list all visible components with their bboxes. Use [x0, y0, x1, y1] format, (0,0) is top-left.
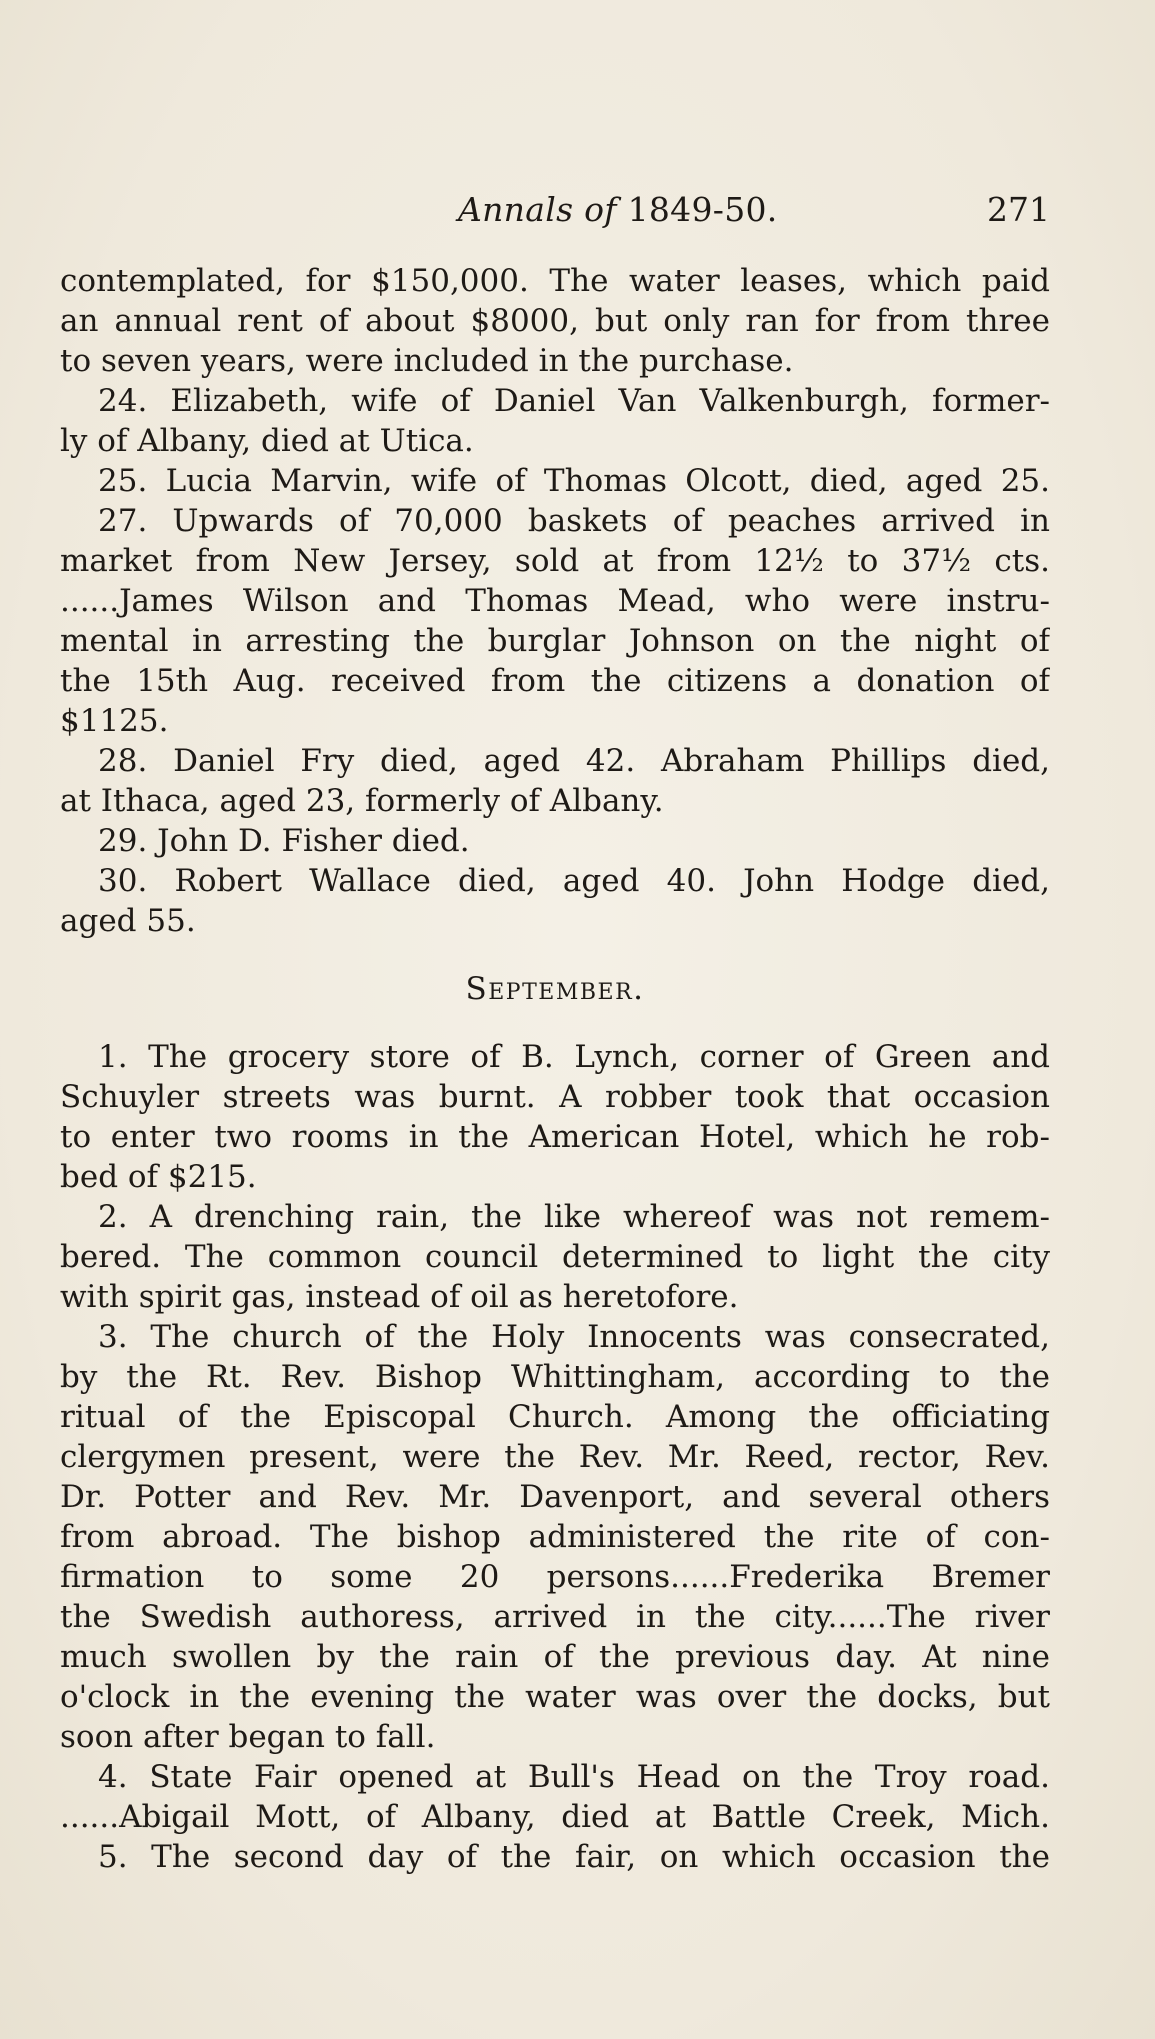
text-line: the Swedish authoress, arrived in the city......The river	[60, 1599, 1050, 1635]
text-line: market from New Jersey, sold at from 12½ to 37½ cts.	[60, 543, 1050, 579]
text-line: bered. The common council determined to light the city	[60, 1239, 1050, 1275]
text-line: the 15th Aug. received from the citizens a donation of	[60, 663, 1050, 699]
text-line: 5. The second day of the fair, on which occasion the	[98, 1839, 1050, 1875]
text-line: Schuyler streets was burnt. A robber took that occasion	[60, 1079, 1050, 1115]
text-line: 1. The grocery store of B. Lynch, corner of Green and	[98, 1039, 1050, 1075]
running-title	[458, 190, 778, 229]
running-title-italic: Annals of	[458, 190, 617, 229]
text-line: ......James Wilson and Thomas Mead, who were instru-	[60, 583, 1050, 619]
text-line: bed of $215.	[60, 1159, 257, 1195]
text-line: 2. A drenching rain, the like whereof was not remem-	[98, 1199, 1050, 1235]
text-line: ritual of the Episcopal Church. Among the officiating	[60, 1399, 1050, 1435]
text-line: 27. Upwards of 70,000 baskets of peaches arrived in	[98, 503, 1050, 539]
page-number: 271	[987, 190, 1050, 229]
text-line: at Ithaca, aged 23, formerly of Albany.	[60, 783, 664, 819]
text-line: clergymen present, were the Rev. Mr. Reed, rector, Rev.	[60, 1439, 1050, 1475]
text-line: to enter two rooms in the American Hotel, which he rob-	[60, 1119, 1050, 1155]
text-line: by the Rt. Rev. Bishop Whittingham, according to the	[60, 1359, 1050, 1395]
text-line: 24. Elizabeth, wife of Daniel Van Valkenburgh, former-	[98, 383, 1050, 419]
text-line: 28. Daniel Fry died, aged 42. Abraham Phillips died,	[98, 743, 1050, 779]
text-line: 29. John D. Fisher died.	[98, 823, 470, 859]
text-line: ......Abigail Mott, of Albany, died at Battle Creek, Mich.	[60, 1799, 1050, 1835]
text-line: contemplated, for $150,000. The water leases, which paid	[60, 263, 1050, 299]
text-line: much swollen by the rain of the previous day. At nine	[60, 1639, 1050, 1675]
text-line: soon after began to fall.	[60, 1719, 436, 1755]
section-heading: September.	[465, 971, 645, 1007]
text-line: with spirit gas, instead of oil as heretofore.	[60, 1279, 739, 1315]
text-line: to seven years, were included in the purchase.	[60, 343, 794, 379]
body-text	[60, 261, 1050, 1877]
text-line: 30. Robert Wallace died, aged 40. John Hodge died,	[98, 863, 1050, 899]
text-line: 4. State Fair opened at Bull's Head on the Troy road.	[98, 1759, 1050, 1795]
text-line: 3. The church of the Holy Innocents was consecrated,	[98, 1319, 1050, 1355]
text-line: an annual rent of about $8000, but only ran for from three	[60, 303, 1050, 339]
text-line: from abroad. The bishop administered the rite of con-	[60, 1519, 1050, 1555]
running-title-year: 1849-50.	[616, 190, 778, 229]
text-line: $1125.	[60, 703, 169, 739]
text-line: aged 55.	[60, 903, 196, 939]
text-line: firmation to some 20 persons......Frederika Bremer	[60, 1559, 1050, 1595]
text-line: 25. Lucia Marvin, wife of Thomas Olcott, died, aged 25.	[98, 463, 1050, 499]
page-header	[60, 190, 1060, 240]
text-line: ly of Albany, died at Utica.	[60, 423, 474, 459]
text-line: Dr. Potter and Rev. Mr. Davenport, and several others	[60, 1479, 1050, 1515]
text-line: mental in arresting the burglar Johnson on the night of	[60, 623, 1050, 659]
text-line: o'clock in the evening the water was over the docks, but	[60, 1679, 1050, 1715]
